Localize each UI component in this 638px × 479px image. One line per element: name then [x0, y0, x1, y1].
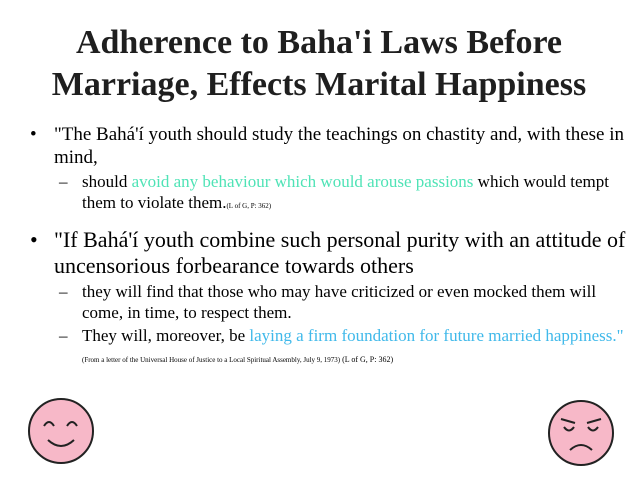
bullet-2-sub-2-pre: They will, moreover, be [82, 326, 250, 345]
bullet-2-citation-ref: (L of G, P: 362) [340, 355, 394, 364]
bullet-marker: • [30, 227, 38, 252]
bullet-2-text: "If Bahá'í youth combine such personal purity with an attitude of uncensorious forbearance towards others [54, 227, 626, 278]
bullet-2-sub-2 [30, 325, 630, 371]
happy-face-icon [28, 398, 94, 464]
title-line-1: Adherence to Baha'i Laws Before [75, 24, 563, 61]
bullet-marker: • [30, 124, 37, 145]
angry-face-icon [548, 400, 614, 466]
slide-body [30, 123, 630, 371]
bullet-2-sub-2-highlight: laying a firm foundation for future married happiness." [249, 326, 624, 345]
sub-bullet-marker: – [59, 282, 68, 301]
bullet-2-sub-1 [30, 281, 630, 323]
bullet-1-sub [30, 171, 630, 217]
bullet-1-citation: (L of G, P: 362) [226, 202, 272, 210]
bullet-2-citation: (From a letter of the Universal House of Justice to a Local Spiritual Assembly, July 9, 1973) [82, 356, 341, 364]
bullet-2 [30, 227, 630, 279]
slide-title [0, 22, 638, 106]
sub-bullet-marker: – [59, 172, 68, 191]
title-line-2: Marriage, Effects Marital Happiness [51, 66, 587, 103]
bullet-1-sub-post: which would tempt them to violate them. [82, 172, 609, 212]
bullet-1-sub-pre: should [82, 172, 132, 191]
bullet-1 [30, 123, 630, 169]
sub-bullet-marker: – [59, 326, 68, 345]
bullet-1-text: "The Bahá'í youth should study the teachings on chastity and, with these in mind, [54, 124, 624, 168]
bullet-2-sub-1-text: they will find that those who may have criticized or even mocked them will come, in time, to respect them. [82, 282, 597, 322]
bullet-1-sub-highlight: avoid any behaviour which would arouse passions [131, 172, 474, 191]
